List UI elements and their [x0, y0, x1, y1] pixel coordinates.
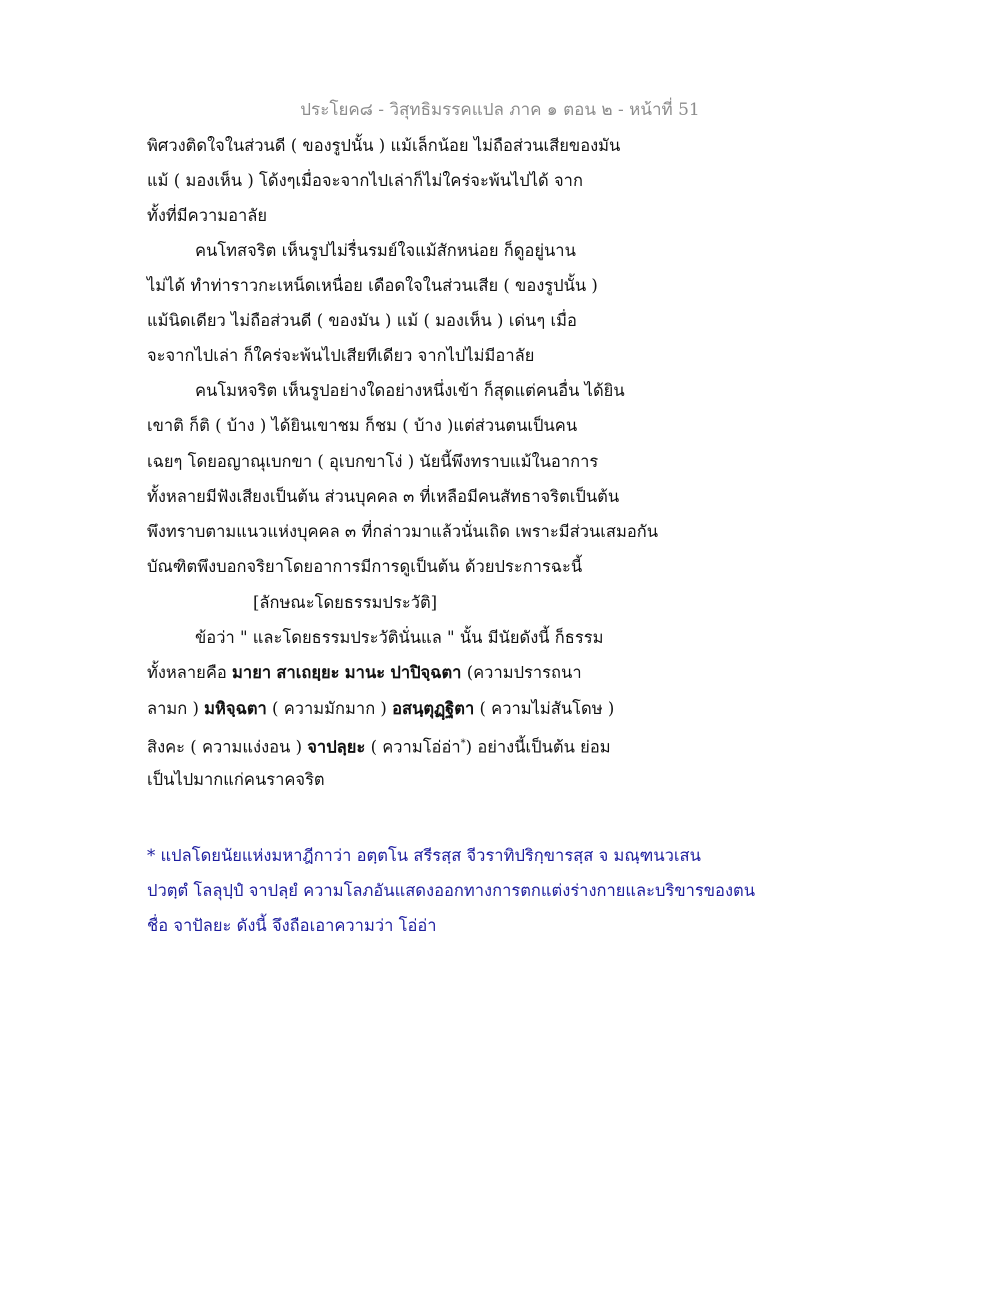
footnote-marker: *: [460, 738, 466, 749]
pali-term-capalya: จาปลฺยะ: [307, 737, 366, 757]
footnote-line2: ปวตฺตํ โลลุปฺปํ จาปลฺยํ ความโลภอันแสดงออกทางการตกแต่งร่างกายและบริขารของตน: [147, 881, 756, 900]
paragraph2-line4: จะจากไปเล่า ก็ใคร่จะพ้นไปเสียทีเดียว จากไปไม่มีอาลัย: [147, 346, 535, 365]
paragraph2-line1: คนโทสจริต เห็นรูปไม่รื่นรมย์ใจแม้สักหน่อย ก็ดูอยู่นาน: [195, 241, 576, 260]
paragraph1-line1: พิศวงติดใจในส่วนดี ( ของรูปนั้น ) แม้เล็กน้อย ไม่ถือส่วนเสียของมัน: [147, 136, 621, 155]
paragraph1-line2: แม้ ( มองเห็น ) โด้งๆเมื่อจะจากไปเล่าก็ไม่ใคร่จะพ้นไปได้ จาก: [147, 171, 583, 190]
text-span: สิงคะ ( ความแง่งอน ): [147, 737, 308, 757]
paragraph4-line4: [147, 731, 611, 761]
text-span: ทั้งหลายคือ: [147, 663, 233, 682]
pali-term-satheyya: สาเถยฺยะ: [276, 663, 340, 682]
paragraph3-line6: บัณฑิตพึงบอกจริยาโดยอาการมีการดูเป็นต้น ด้วยประการฉะนี้: [147, 557, 583, 576]
footnote-line1: * แปลโดยนัยแห่งมหาฎีกาว่า อตฺตโน สรีรสฺส จีวราทิปริกฺขารสฺส จ มณฺฑนวเสน: [147, 846, 701, 865]
paragraph1-line3: ทั้งที่มีความอาลัย: [147, 206, 268, 225]
paragraph4-line1: ข้อว่า " และโดยธรรมประวัตินั่นแล " นั้น มีนัยดังนี้ ก็ธรรม: [195, 628, 604, 647]
pali-term-mahicchata: มหิจฺฉตา: [204, 699, 267, 718]
pali-term-maya: มายา: [232, 663, 272, 682]
paragraph4-line2: [147, 660, 582, 686]
section-heading: [ลักษณะโดยธรรมประวัติ]: [253, 593, 438, 612]
paragraph2-line2: ไม่ได้ ทำท่าราวกะเหน็ดเหนื่อย เดือดใจในส่วนเสีย ( ของรูปนั้น ): [147, 276, 598, 295]
text-span: ( ความไม่สันโดษ ): [474, 699, 615, 718]
pali-term-mana: มานะ: [344, 663, 386, 682]
pali-term-asantutthita: อสนฺตุฏฺฐิตา: [392, 699, 475, 718]
paragraph3-line4: ทั้งหลายมีฟังเสียงเป็นต้น ส่วนบุคคล ๓ ที่เหลือมีคนสัทธาจริตเป็นต้น: [147, 487, 620, 506]
paragraph3-line5: พึงทราบตามแนวแห่งบุคคล ๓ ที่กล่าวมาแล้วนั่นเถิด เพราะมีส่วนเสมอกัน: [147, 522, 659, 541]
text-span: (ความปรารถนา: [461, 663, 582, 682]
paragraph3-line1: คนโมหจริต เห็นรูปอย่างใดอย่างหนึ่งเข้า ก็สุดแต่คนอื่น ได้ยิน: [195, 381, 625, 400]
paragraph2-line3: แม้นิดเดียว ไม่ถือส่วนดี ( ของมัน ) แม้ ( มองเห็น ) เด่นๆ เมื่อ: [147, 311, 577, 330]
pali-term-papicchata: ปาปิจฺฉตา: [390, 663, 462, 682]
paragraph4-line3: [147, 696, 614, 722]
paragraph3-line3: เฉยๆ โดยอญาณุเบกขา ( อุเบกขาโง่ ) นัยนี้พึงทราบแม้ในอาการ: [147, 452, 599, 471]
text-span: ) อย่างนี้เป็นต้น ย่อม: [465, 737, 611, 757]
footnote-line3: ชื่อ จาปัลยะ ดังนี้ จึงถือเอาความว่า โอ่อ่า: [147, 916, 437, 935]
text-span: ( ความมักมาก ): [266, 699, 393, 718]
paragraph3-line2: เขาติ ก็ติ ( บ้าง ) ได้ยินเขาชม ก็ชม ( บ้าง )แต่ส่วนตนเป็นคน: [147, 416, 578, 435]
paragraph4-line5: เป็นไปมากแก่คนราคจริต: [147, 770, 325, 789]
text-span: ( ความโอ่อ่า: [365, 737, 461, 757]
text-span: ลามก ): [147, 699, 205, 718]
page-header: ประโยค๘ - วิสุทธิมรรคแปล ภาค ๑ ตอน ๒ - หน้าที่ 51: [300, 100, 700, 120]
